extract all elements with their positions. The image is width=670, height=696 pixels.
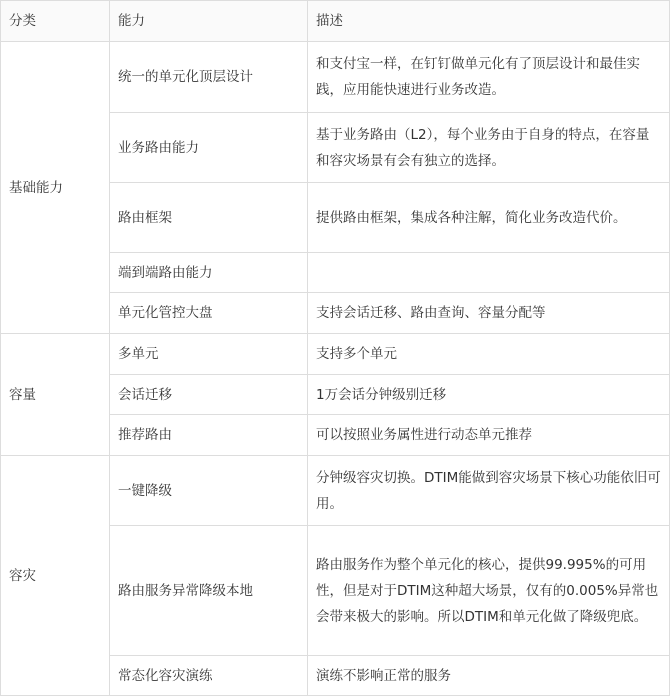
- description-cell: 演练不影响正常的服务: [308, 656, 670, 696]
- table-row: [1, 334, 670, 375]
- header-category: 分类: [1, 1, 110, 42]
- description-cell: 和支付宝一样，在钉钉做单元化有了顶层设计和最佳实践，应用能快速进行业务改造。: [308, 42, 670, 113]
- ability-cell: 一键降级: [110, 456, 308, 526]
- table-row: [1, 42, 670, 113]
- ability-cell: 多单元: [110, 334, 308, 375]
- ability-cell: 路由框架: [110, 183, 308, 253]
- ability-cell: 单元化管控大盘: [110, 293, 308, 334]
- description-cell: 可以按照业务属性进行动态单元推荐: [308, 415, 670, 456]
- description-cell: [308, 253, 670, 293]
- ability-cell: 端到端路由能力: [110, 253, 308, 293]
- header-description: 描述: [308, 1, 670, 42]
- header-ability: 能力: [110, 1, 308, 42]
- description-cell: 支持多个单元: [308, 334, 670, 375]
- ability-cell: 统一的单元化顶层设计: [110, 42, 308, 113]
- ability-cell: 路由服务异常降级本地: [110, 526, 308, 656]
- description-cell: 提供路由框架，集成各种注解，简化业务改造代价。: [308, 183, 670, 253]
- ability-cell: 业务路由能力: [110, 113, 308, 183]
- description-cell: 1万会话分钟级别迁移: [308, 375, 670, 415]
- category-cell: 基础能力: [1, 42, 110, 334]
- description-cell: 分钟级容灾切换。DTIM能做到容灾场景下核心功能依旧可用。: [308, 456, 670, 526]
- ability-cell: 推荐路由: [110, 415, 308, 456]
- table-row: [1, 456, 670, 526]
- ability-cell: 常态化容灾演练: [110, 656, 308, 696]
- ability-cell: 会话迁移: [110, 375, 308, 415]
- description-cell: 路由服务作为整个单元化的核心，提供99.995%的可用性，但是对于DTIM这种超大场景，仅有的0.005%异常也会带来极大的影响。所以DTIM和单元化做了降级兜底。: [308, 526, 670, 656]
- category-cell: 容量: [1, 334, 110, 456]
- header-row: [1, 1, 670, 42]
- description-cell: 基于业务路由（L2），每个业务由于自身的特点，在容量和容灾场景有会有独立的选择。: [308, 113, 670, 183]
- description-cell: 支持会话迁移、路由查询、容量分配等: [308, 293, 670, 334]
- category-cell: 容灾: [1, 456, 110, 696]
